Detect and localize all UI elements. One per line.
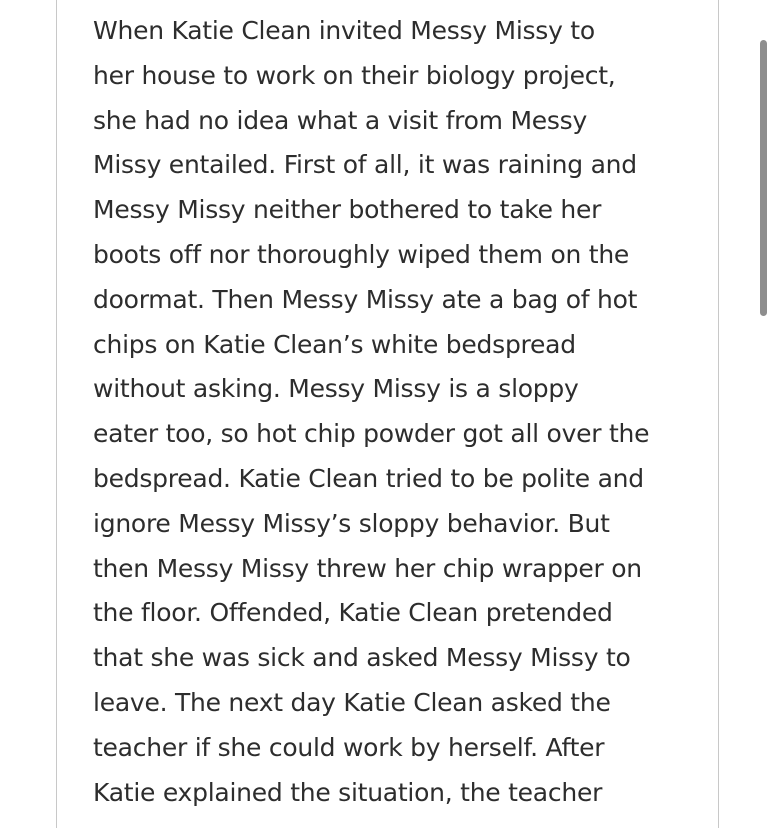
left-gutter (0, 0, 57, 828)
passage-line: Messy Missy neither bothered to take her (93, 195, 602, 225)
passage-line: her house to work on their biology project, (93, 60, 616, 90)
passage-line: chips on Katie Clean’s white bedspread (93, 329, 576, 359)
reading-panel (57, 0, 719, 828)
passage-line: leave. The next day Katie Clean asked the (93, 687, 611, 717)
passage-text (93, 9, 693, 815)
passage-line: then Messy Missy threw her chip wrapper on (93, 553, 642, 583)
passage-line: When Katie Clean invited Messy Missy to (93, 16, 595, 45)
passage-line: Katie explained the situation, the teacher (93, 777, 603, 807)
passage-line: teacher if she could work by herself. After (93, 732, 605, 762)
passage-line: eater too, so hot chip powder got all over the (93, 419, 650, 449)
passage-line: bedspread. Katie Clean tried to be polite and (93, 463, 644, 493)
passage-line: she had no idea what a visit from Messy (93, 105, 587, 135)
passage-line: that she was sick and asked Messy Missy to (93, 643, 631, 673)
passage-line: the floor. Offended, Katie Clean pretended (93, 598, 613, 628)
passage-line: ignore Messy Missy’s sloppy behavior. But (93, 508, 610, 538)
passage-line: boots off nor thoroughly wiped them on the (93, 239, 630, 269)
passage-line: without asking. Messy Missy is a sloppy (93, 374, 579, 404)
passage-line: Missy entailed. First of all, it was raining and (93, 150, 637, 180)
passage-line: doormat. Then Messy Missy ate a bag of hot (93, 284, 638, 314)
scrollbar-thumb[interactable] (760, 40, 767, 316)
